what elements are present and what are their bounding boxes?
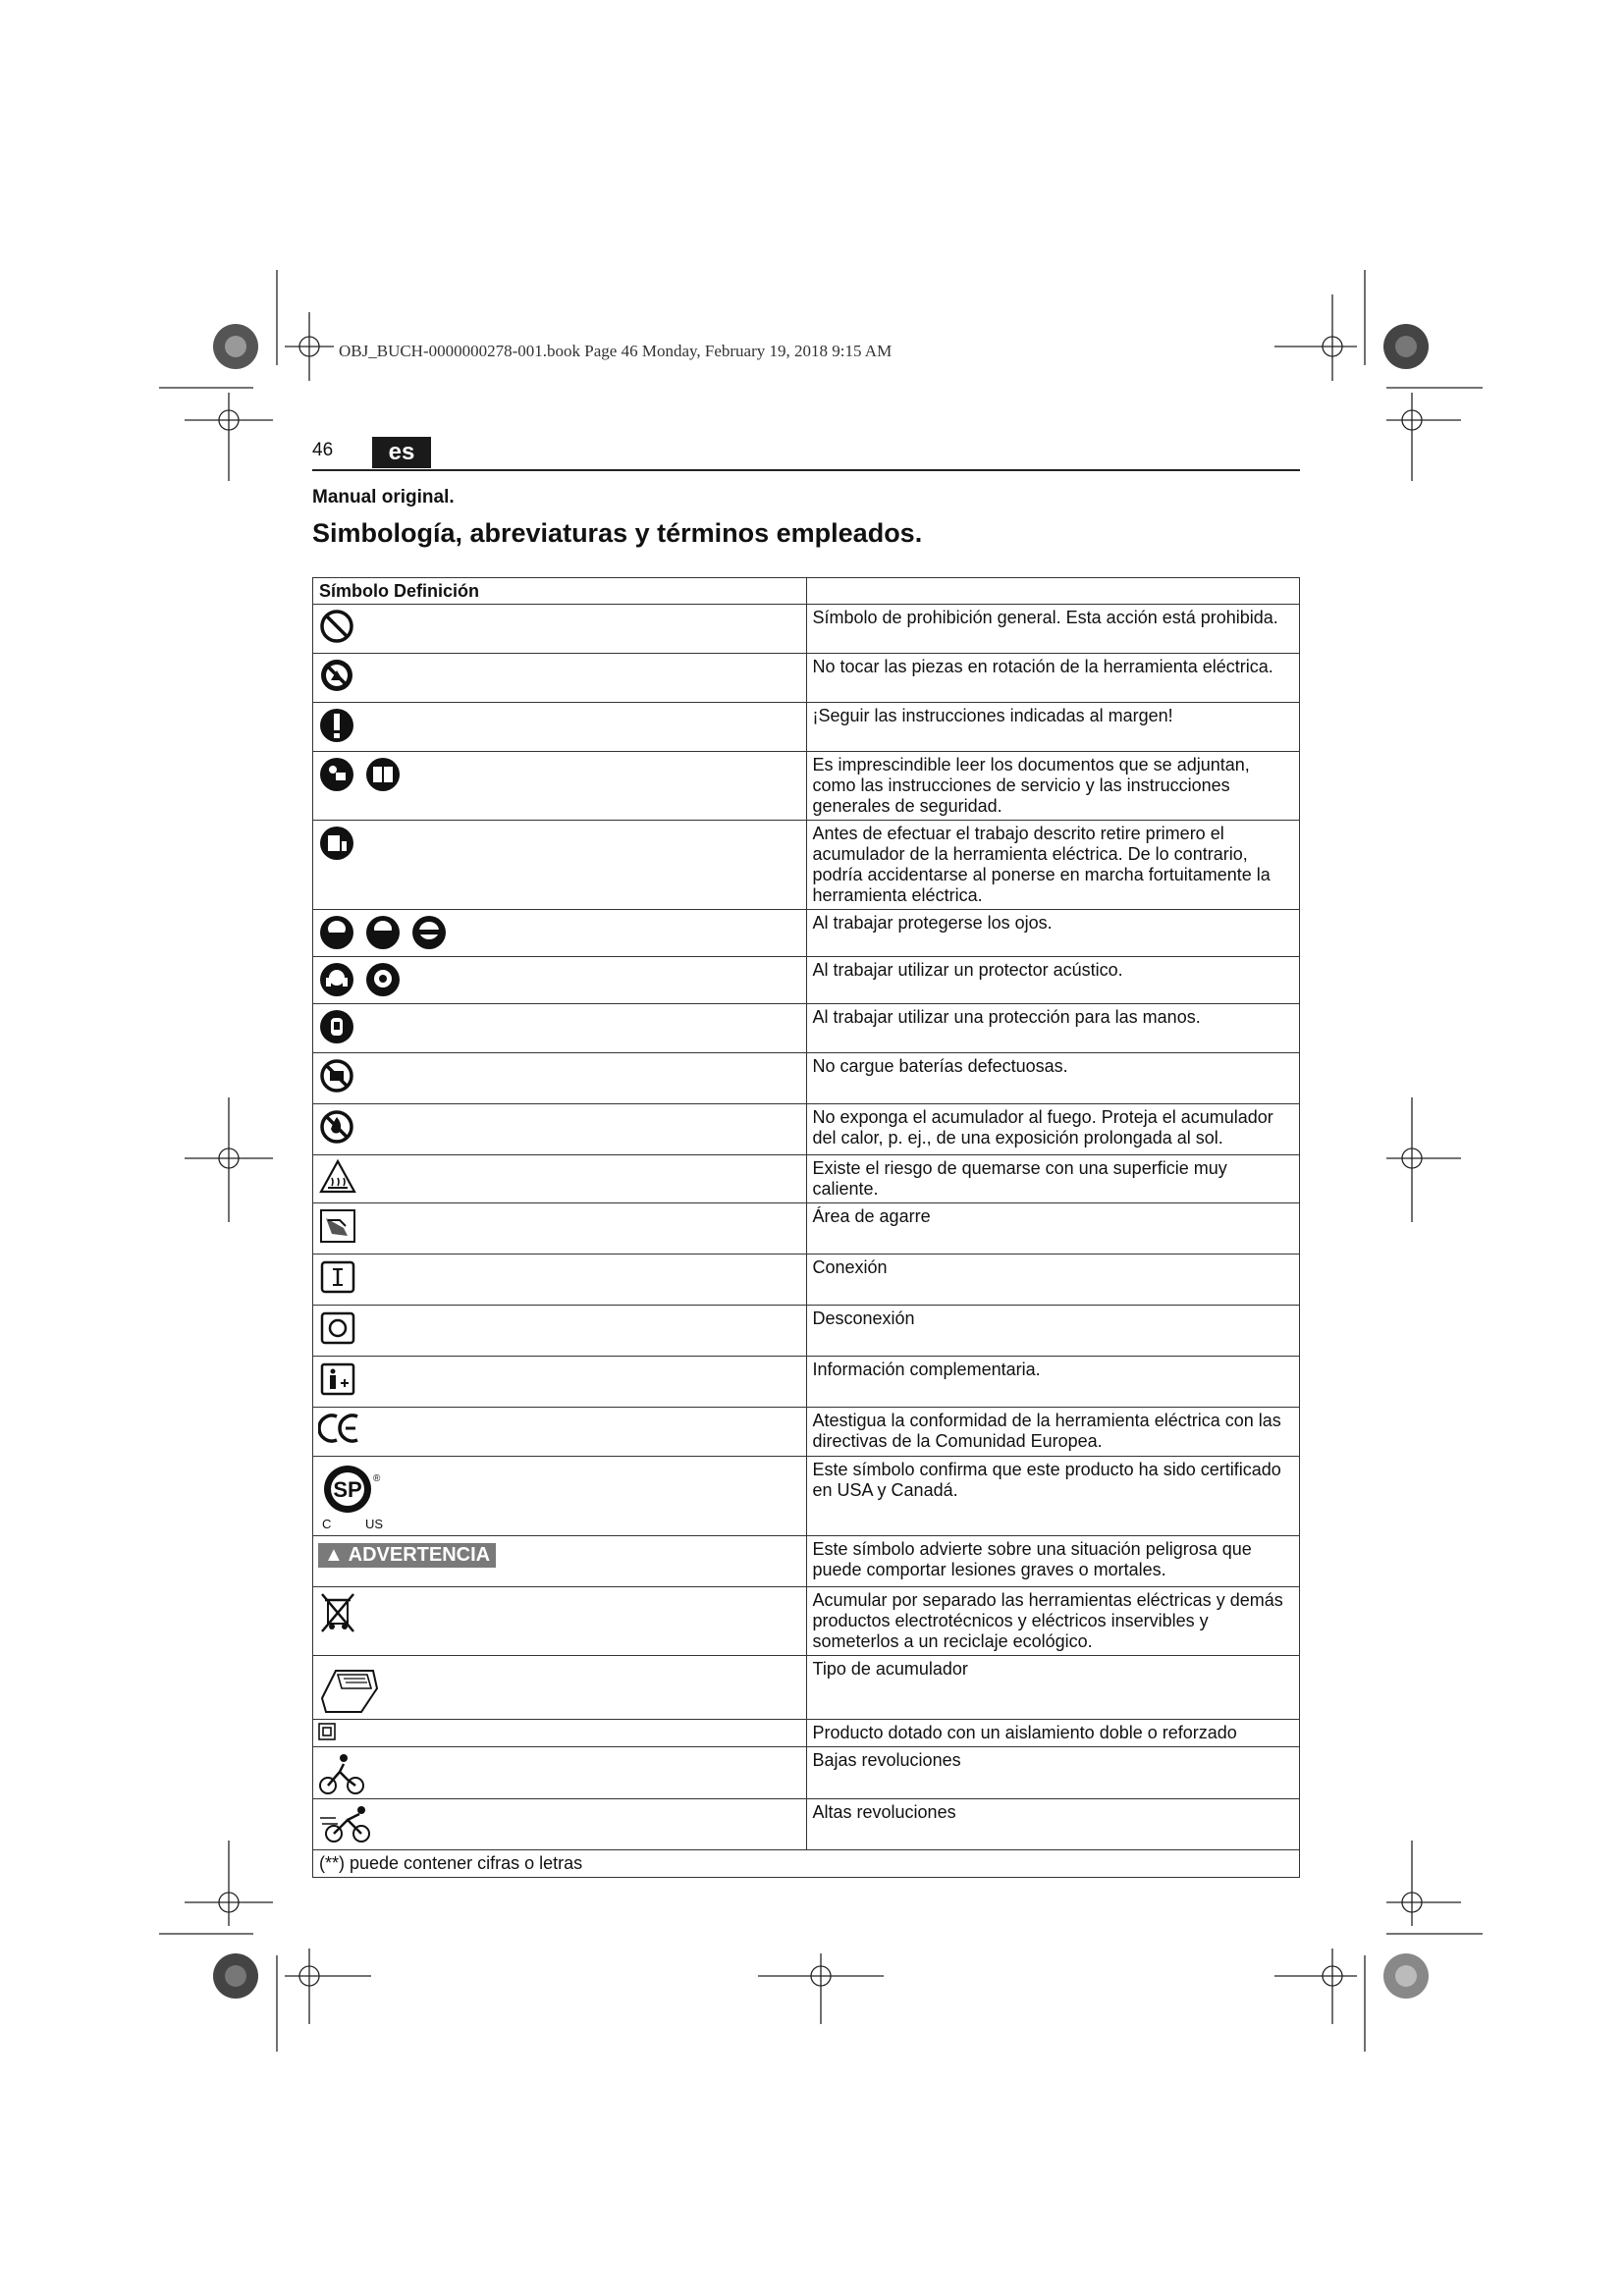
face-shield-icon: [364, 913, 402, 952]
warning-badge-label: ADVERTENCIA: [348, 1544, 491, 1566]
svg-text:C: C: [322, 1517, 332, 1531]
definition-cell: Antes de efectuar el trabajo descrito retire primero el acumulador de la herramienta eléctrica. De lo contrario, podría accidentarse al ponerse en marcha fortuitamente la herramienta eléctrica.: [806, 821, 1300, 910]
no-charge-defective-battery-icon: [318, 1056, 355, 1095]
definition-cell: Este símbolo confirma que este producto ha sido certificado en USA y Canadá.: [806, 1457, 1300, 1536]
table-header-empty: [806, 578, 1300, 605]
definition-cell: Altas revoluciones: [806, 1799, 1300, 1850]
no-touch-rotating-parts-icon: [318, 657, 355, 694]
table-row: [313, 957, 1300, 1004]
table-row: [313, 1306, 1300, 1357]
table-row: [313, 1155, 1300, 1203]
definition-cell: Símbolo de prohibición general. Esta acción está prohibida.: [806, 605, 1300, 654]
hand-protection-icon: [318, 1007, 355, 1046]
table-row: [313, 1587, 1300, 1656]
table-row: [313, 1357, 1300, 1408]
definition-cell: Atestigua la conformidad de la herramienta eléctrica con las directivas de la Comunidad Europea.: [806, 1408, 1300, 1457]
page-number: 46: [312, 440, 334, 460]
ce-mark-icon: [318, 1411, 361, 1446]
hot-surface-icon: [318, 1158, 357, 1196]
definition-cell: Conexión: [806, 1255, 1300, 1306]
table-row: [313, 1053, 1300, 1104]
table-row: [313, 1656, 1300, 1720]
footnote: (**) puede contener cifras o letras: [313, 1850, 1300, 1878]
manual-label: Manual original.: [312, 487, 455, 507]
table-row: [313, 654, 1300, 703]
svg-text:SP: SP: [333, 1477, 362, 1502]
page-title: Simbología, abreviaturas y términos empleados.: [312, 518, 923, 548]
definition-cell: Área de agarre: [806, 1203, 1300, 1255]
battery-type-icon: [318, 1659, 381, 1716]
definition-cell: Al trabajar protegerse los ojos.: [806, 910, 1300, 957]
warning-triangle-icon: ▲: [324, 1544, 344, 1566]
symbols-table: [312, 577, 1300, 1878]
svg-text:®: ®: [373, 1473, 381, 1484]
table-row: [313, 752, 1300, 821]
table-row: [313, 1203, 1300, 1255]
definition-cell: Este símbolo advierte sobre una situación peligrosa que puede comportar lesiones graves o mortales.: [806, 1536, 1300, 1587]
eye-protection-icon: [318, 913, 355, 952]
csa-mark-icon: [318, 1460, 403, 1532]
read-manual-person-icon: [318, 755, 355, 794]
definition-cell: Existe el riesgo de quemarse con una superficie muy caliente.: [806, 1155, 1300, 1203]
definition-cell: Desconexión: [806, 1306, 1300, 1357]
definition-cell: ¡Seguir las instrucciones indicadas al margen!: [806, 703, 1300, 752]
table-row: [313, 1536, 1300, 1587]
definition-cell: Producto dotado con un aislamiento doble o reforzado: [806, 1720, 1300, 1747]
power-on-icon: [318, 1257, 357, 1297]
power-off-icon: [318, 1308, 357, 1348]
definition-cell: Es imprescindible leer los documentos que se adjuntan, como las instrucciones de servicio y las instrucciones generales de seguridad.: [806, 752, 1300, 821]
low-speed-icon: [318, 1750, 365, 1795]
table-row: [313, 1104, 1300, 1155]
definition-cell: No tocar las piezas en rotación de la herramienta eléctrica.: [806, 654, 1300, 703]
definition-cell: Acumular por separado las herramientas eléctricas y demás productos electrotécnicos y eléctricos inservibles y someterlos a un reciclaje ecológico.: [806, 1587, 1300, 1656]
high-speed-icon: [318, 1802, 377, 1845]
table-row: [313, 1255, 1300, 1306]
table-row: [313, 1747, 1300, 1799]
weee-bin-icon: [318, 1590, 357, 1633]
table-row: [313, 1457, 1300, 1536]
table-row: [313, 821, 1300, 910]
read-manual-icon: [364, 755, 402, 794]
ear-plug-icon: [364, 960, 402, 999]
remove-battery-icon: [318, 824, 355, 863]
table-row: [313, 1799, 1300, 1850]
no-fire-battery-icon: [318, 1107, 355, 1147]
table-row: [313, 910, 1300, 957]
definition-cell: Información complementaria.: [806, 1357, 1300, 1408]
language-tag: es: [372, 437, 431, 468]
definition-cell: Al trabajar utilizar una protección para las manos.: [806, 1004, 1300, 1053]
warning-badge: [318, 1543, 496, 1568]
definition-cell: Tipo de acumulador: [806, 1656, 1300, 1720]
definition-cell: No cargue baterías defectuosas.: [806, 1053, 1300, 1104]
prohibition-icon: [318, 608, 355, 645]
svg-text:US: US: [365, 1517, 384, 1531]
info-plus-icon: [318, 1360, 357, 1399]
book-info-line: OBJ_BUCH-0000000278-001.book Page 46 Monday, February 19, 2018 9:15 AM: [339, 342, 893, 360]
table-row: [313, 1720, 1300, 1747]
table-header-cell: Símbolo Definición: [313, 578, 807, 605]
table-row: [313, 1408, 1300, 1457]
table-row: [313, 703, 1300, 752]
definition-cell: Al trabajar utilizar un protector acústico.: [806, 957, 1300, 1004]
ear-protection-icon: [318, 960, 355, 999]
table-footnote-row: [313, 1850, 1300, 1878]
exclamation-icon: [318, 706, 355, 745]
header-rule: [312, 469, 1300, 471]
table-row: [313, 1004, 1300, 1053]
table-header-row: [313, 578, 1300, 605]
double-insulation-icon: [318, 1723, 336, 1740]
definition-cell: No exponga el acumulador al fuego. Proteja el acumulador del calor, p. ej., de una exposición prolongada al sol.: [806, 1104, 1300, 1155]
grip-area-icon: [318, 1206, 357, 1246]
definition-cell: Bajas revoluciones: [806, 1747, 1300, 1799]
goggles-icon: [410, 913, 448, 952]
table-row: [313, 605, 1300, 654]
